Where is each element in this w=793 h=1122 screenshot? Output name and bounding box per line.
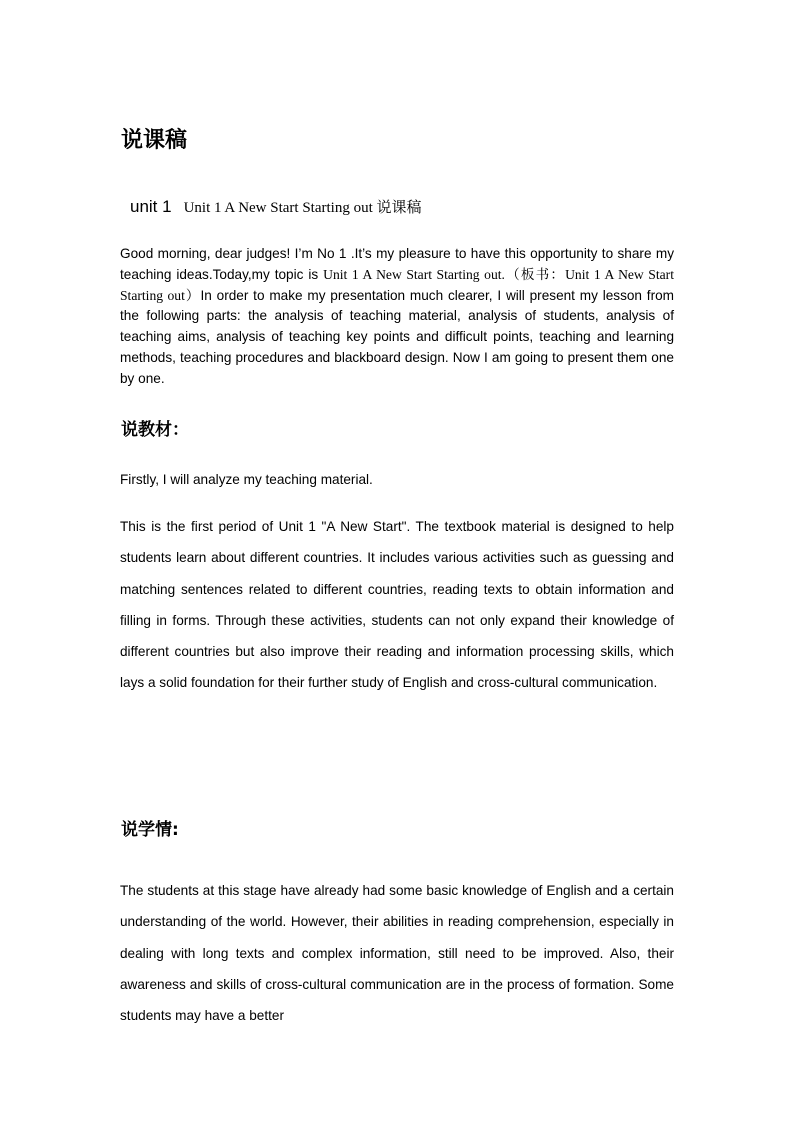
- lesson-subtitle: [130, 196, 422, 219]
- page-title: 说课稿: [121, 128, 188, 153]
- intro-part-2: In order to make my presentation much clearer, I will present my lesson from the following parts: the analysis of teaching material, analysis of students, analysis of teaching aims, analysis of teaching key points and difficult points, teaching and learning methods, teaching procedures and blackboard design. Now I am going to present them one by one.: [120, 287, 674, 386]
- material-paragraph-1: Firstly, I will analyze my teaching material.: [120, 472, 373, 487]
- lesson-title: Unit 1 A New Start Starting out 说课稿: [183, 200, 422, 216]
- material-paragraph-2: This is the first period of Unit 1 "A New Start". The textbook material is designed to help students learn about different countries. It includes various activities such as guessing and matching sentences related to different countries, reading texts to obtain information and filling in forms. Through these activities, students can not only expand their knowledge of different countries but also improve their reading and information processing skills, which lays a solid foundation for their further study of English and cross-cultural communication.: [120, 519, 674, 691]
- students-paragraph-1: The students at this stage have already had some basic knowledge of English and a certain understanding of the world. However, their abilities in reading comprehension, especially in dealing with long texts and complex information, still need to be improved. Also, their awareness and skills of cross-cultural communication are in the process of formation. Some students may have a better: [120, 883, 674, 1024]
- unit-label: unit 1: [130, 197, 172, 216]
- section-heading-students: 说学情:: [121, 820, 179, 840]
- section-heading-material: 说教材：: [121, 420, 189, 440]
- intro-part-1: Good morning, dear judges! I’m No 1 .It’s my pleasure to have this opportunity to share my teaching ideas.Today,my topic is: [120, 246, 674, 282]
- intro-paragraph: [120, 244, 674, 390]
- intro-topic: Unit 1 A New Start Starting out.（板书：Unit 1 A New Start Starting out）: [120, 266, 674, 303]
